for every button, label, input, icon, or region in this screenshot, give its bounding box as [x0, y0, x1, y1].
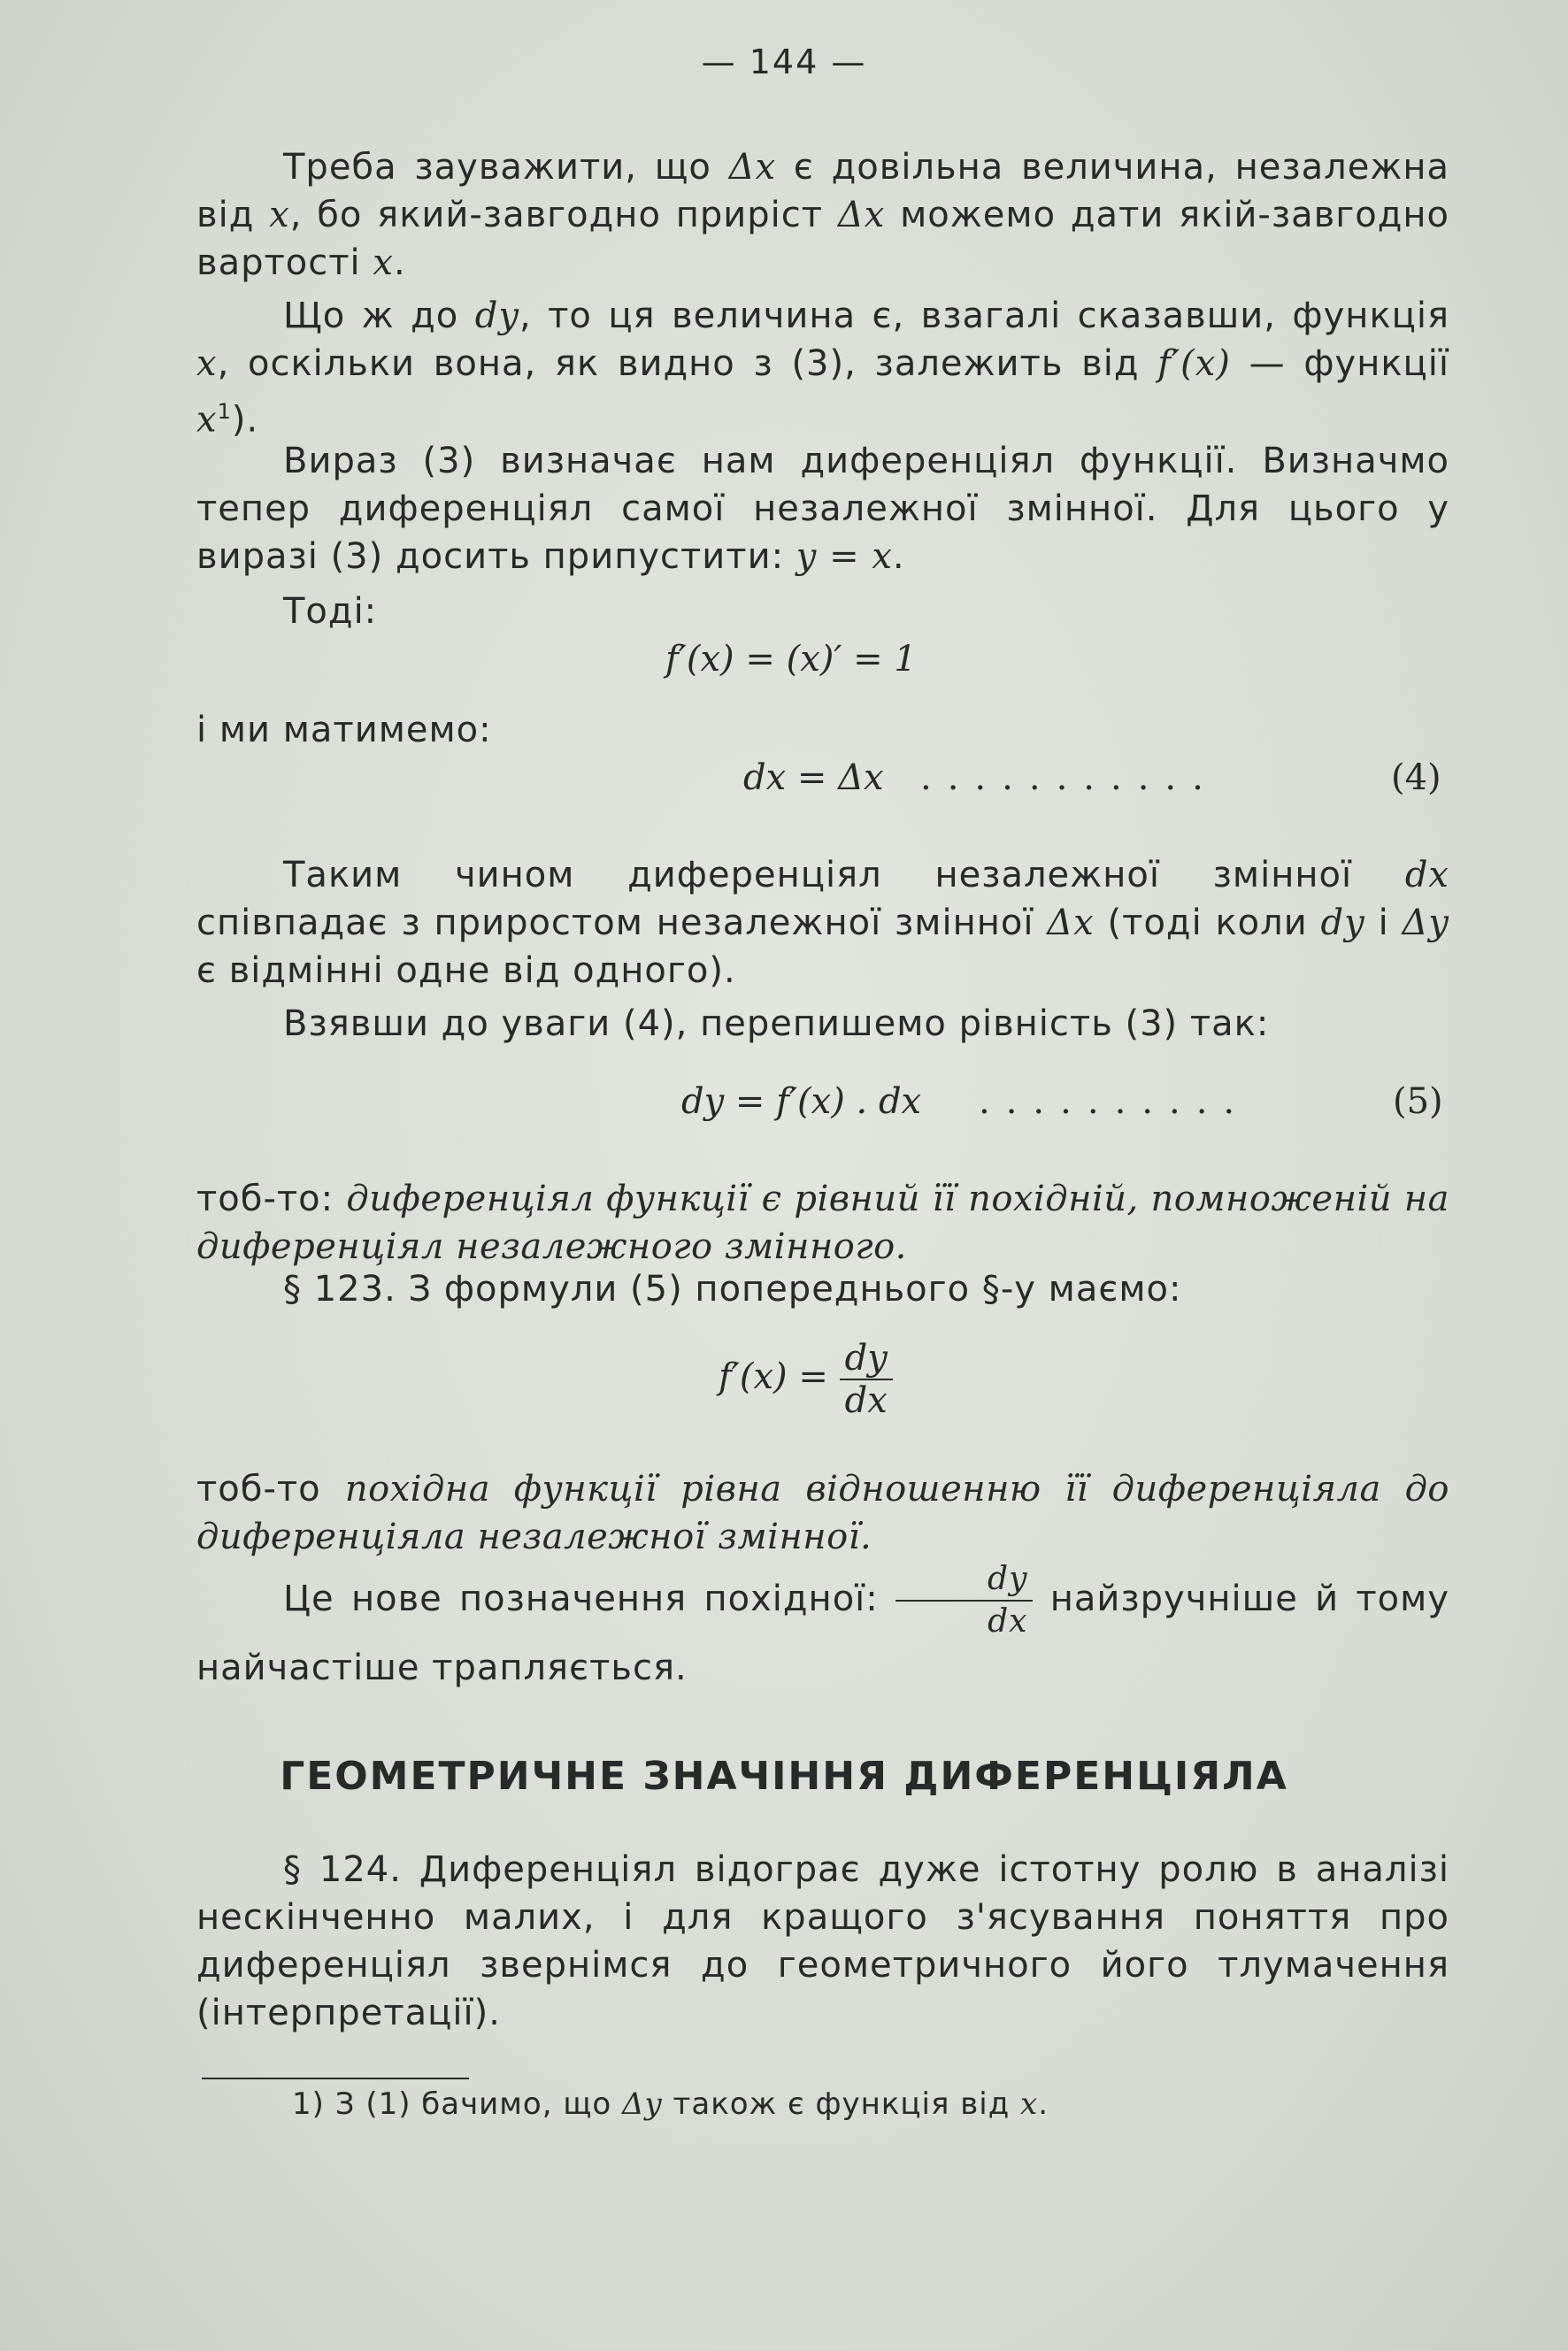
math-x: x — [196, 399, 218, 441]
text: — функції — [1230, 343, 1449, 384]
formula-4-number: (4) — [1391, 757, 1441, 798]
math-delta-x: Δx — [837, 195, 886, 235]
text: . — [1038, 2086, 1049, 2122]
formula-derivative-of-x: f′(x) = (x)′ = 1 — [665, 639, 917, 680]
definition-italic: похідна функції рівна відношенню її диференціяла до диференціяла незалежної змінної. — [196, 1469, 1449, 1557]
paragraph-4: Тоді: — [283, 591, 378, 632]
text: Що ж до — [283, 296, 475, 336]
text: тоб-то: — [196, 1179, 347, 1219]
text: З (1) бачимо, що — [324, 2086, 622, 2122]
math-x: x — [196, 343, 218, 384]
math-delta-y: Δy — [621, 2086, 663, 2122]
section-heading: ГЕОМЕТРИЧНЕ ЗНАЧІННЯ ДИФЕРЕНЦІЯЛА — [280, 1754, 1288, 1799]
math-dy: dy — [474, 296, 519, 336]
formula-lhs: f′(x) = — [719, 1356, 828, 1397]
paragraph-11 — [196, 1559, 1449, 1694]
text: Таким чином диференціял незалежної змінної — [283, 855, 1405, 895]
paragraph-5: і ми матимемо: — [196, 710, 492, 750]
footnote-ref[interactable]: 1 — [217, 399, 232, 424]
text: є довільна величина, незалежна від — [196, 147, 1449, 235]
paragraph-2 — [196, 292, 1449, 443]
formula-5-expr: dy = f′(x) . dx — [681, 1081, 922, 1122]
paragraph-6 — [196, 851, 1449, 995]
text: також є функція від — [662, 2086, 1021, 2122]
fraction-numerator: dy — [840, 1338, 893, 1380]
text: Вираз (3) визначає нам диференціял функції. Визначмо тепер диференціял самої незалежної змінної. Для цього у виразі (3) досить припустити: — [196, 441, 1449, 577]
text: , то ця величина є, взагалі сказавши, функція — [519, 296, 1450, 336]
math-x: x — [373, 242, 394, 283]
math-x: x — [1020, 2086, 1039, 2122]
text: (тоді коли — [1094, 903, 1321, 943]
formula-5-number: (5) — [1393, 1081, 1443, 1122]
paragraph-12: § 124. Диференціял відограє дуже істотну ролю в аналізі нескінченно малих, і для кращого з'ясування поняття про диференціял звернімся до геометричного його тлумачення (інтерпретації). — [196, 1849, 1449, 2033]
text: можемо дати якій-завгодно вартості — [196, 195, 1449, 283]
paragraph-3 — [196, 437, 1449, 580]
text: тоб-то — [196, 1469, 345, 1510]
formula-5-leader: .......... — [979, 1081, 1251, 1122]
fraction-numerator: dy — [895, 1559, 1033, 1602]
footnote-divider — [202, 2078, 469, 2079]
formula-4-expr: dx = Δx — [743, 757, 884, 798]
text: Це нове позначення похідної: — [283, 1579, 896, 1619]
text: Треба зауважити, що — [283, 147, 729, 188]
fraction-dy-dx — [895, 1559, 1033, 1642]
math-f-prime: f′(x) — [1157, 343, 1231, 384]
text: , бо який-завгодно приріст — [289, 195, 838, 235]
paragraph-1 — [196, 143, 1449, 287]
paragraph-8 — [196, 1175, 1449, 1271]
paragraph-10 — [196, 1465, 1449, 1561]
text: , оскільки вона, як видно з (3), залежить від — [217, 343, 1158, 384]
fraction-denominator: dx — [988, 1603, 1028, 1640]
paragraph-9: § 123. З формули (5) попереднього §-у маємо: — [283, 1269, 1182, 1310]
formula-derivative-ratio — [719, 1338, 893, 1421]
math-delta-x: Δx — [1047, 903, 1095, 943]
text: є відмінні одне від одного). — [196, 950, 736, 991]
text: найзручніше й тому найчастіше трапляється. — [196, 1579, 1449, 1688]
paragraph-7: Взявши до уваги (4), перепишемо рівність (3) так: — [283, 1003, 1270, 1044]
formula-4-leader: ........... — [920, 757, 1219, 798]
footnote-mark: 1) — [292, 2086, 325, 2122]
math-x: x — [269, 195, 290, 235]
fraction-denominator: dx — [844, 1380, 888, 1421]
text: . — [892, 536, 905, 577]
page-number: — 144 — — [701, 42, 867, 81]
math-dx: dx — [1404, 855, 1449, 895]
fraction — [840, 1338, 893, 1421]
math-delta-x: Δx — [728, 147, 777, 188]
footnote — [292, 2086, 1049, 2122]
text: . — [393, 242, 406, 283]
definition-italic: диференціял функції є рівний її похідній, помноженій на диференціял незалежного змінного. — [196, 1179, 1449, 1267]
math-y-equals-x: y = x — [796, 536, 893, 577]
text: співпадає з приростом незалежної змінної — [196, 903, 1048, 943]
text: і — [1364, 903, 1403, 943]
text: ). — [231, 399, 259, 441]
math-dy: dy — [1320, 903, 1365, 943]
math-delta-y: Δy — [1402, 903, 1449, 943]
